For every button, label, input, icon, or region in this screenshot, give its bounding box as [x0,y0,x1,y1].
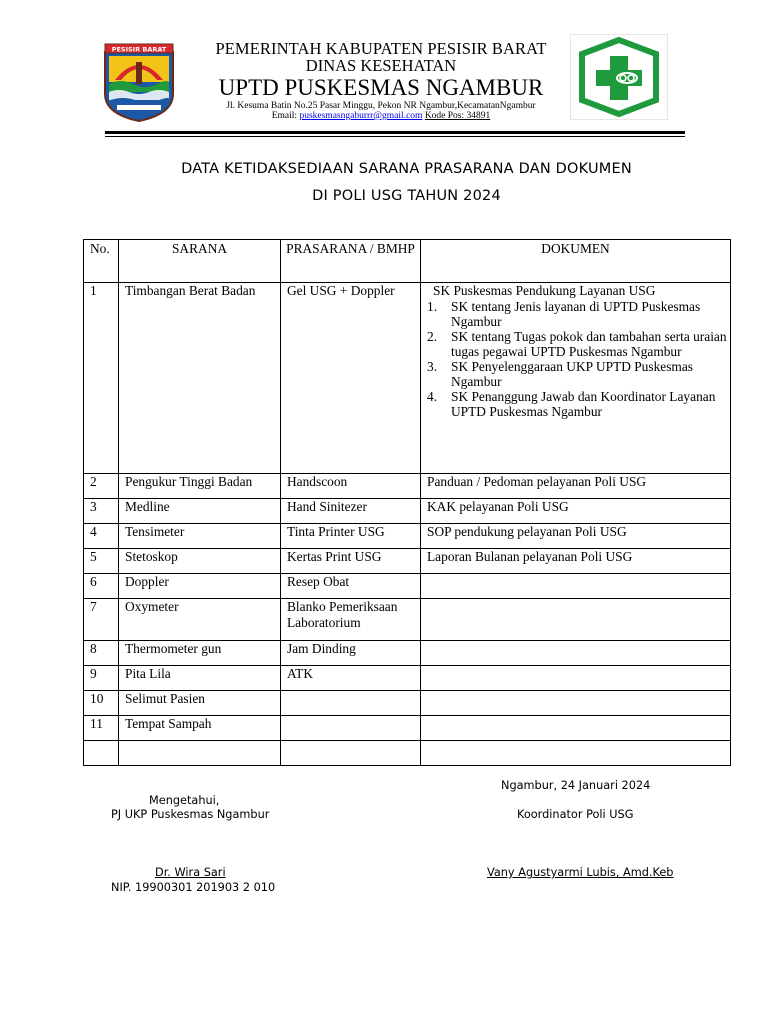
cell-no: 3 [84,499,119,524]
letterhead-text [186,40,576,121]
letterhead-rule-thin [105,136,685,137]
cell-dokumen: Panduan / Pedoman pelayanan Poli USG [421,474,731,499]
cell-prasarana: Tinta Printer USG [281,524,421,549]
table-row [84,549,731,574]
cell-no: 2 [84,474,119,499]
table-row [84,499,731,524]
list-item: 4. SK Penanggung Jawab dan Koordinator Layanan UPTD Puskesmas Ngambur [427,389,716,419]
left-signer-title: PJ UKP Puskesmas Ngambur [111,808,270,821]
cell-no: 11 [84,716,119,741]
table-row [84,283,731,474]
pesisir-barat-logo [103,42,175,122]
department-name: DINAS KESEHATAN [305,56,457,75]
cell-sarana: Selimut Pasien [119,691,281,716]
cell-prasarana: Hand Sinitezer [281,499,421,524]
institution-name: UPTD PUSKESMAS NGAMBUR [218,75,544,100]
facility-table [83,239,731,766]
cell-prasarana: Kertas Print USG [281,549,421,574]
cell-prasarana [281,691,421,716]
cell-dokumen: KAK pelayanan Poli USG [421,499,731,524]
letterhead-rule-thick [105,131,685,134]
table-row [84,716,731,741]
cell-prasarana: ATK [281,666,421,691]
cell-no: 1 [84,283,119,474]
left-signer-name: Dr. Wira Sari [155,866,226,879]
left-signer-nip: NIP. 19900301 201903 2 010 [111,881,276,894]
cell-dokumen [421,574,731,599]
cell-sarana: Medline [119,499,281,524]
right-signer-name: Vany Agustyarmi Lubis, Amd.Keb [487,866,674,879]
cell-no: 8 [84,641,119,666]
cell-dokumen [421,691,731,716]
address-line: Jl. Kesuma Batin No.25 Pasar Minggu, Pekon NR Ngambur,KecamatanNgambur [226,101,536,111]
table-row [84,741,731,766]
cell-sarana: Oxymeter [119,599,281,641]
contact-line [186,111,576,121]
cell-dokumen [421,716,731,741]
table-row [84,574,731,599]
cell-sarana [119,741,281,766]
cell-sarana: Stetoskop [119,549,281,574]
table-row [84,666,731,691]
cell-dokumen [421,666,731,691]
acknowledged-label: Mengetahui, [149,794,220,807]
cell-prasarana [281,741,421,766]
svg-text:PESISIR BARAT: PESISIR BARAT [111,45,167,54]
cell-sarana: Tensimeter [119,524,281,549]
cell-no: 9 [84,666,119,691]
postcode: Kode Pos: 34891 [424,111,491,121]
cell-sarana: Pengukur Tinggi Badan [119,474,281,499]
cell-sarana: Timbangan Berat Badan [119,283,281,474]
table-row [84,524,731,549]
cell-dokumen [421,283,731,474]
cell-no: 4 [84,524,119,549]
place-date: Ngambur, 24 Januari 2024 [501,779,651,792]
list-item: 1. SK tentang Jenis layanan di UPTD Puskesmas Ngambur [427,299,701,329]
government-name: PEMERINTAH KABUPATEN PESISIR BARAT [215,39,547,58]
table-row [84,599,731,641]
table-row [84,691,731,716]
list-item: 3. SK Penyelenggaraan UKP UPTD Puskesmas Ngambur [427,359,693,389]
cell-dokumen [421,641,731,666]
puskesmas-logo [570,34,668,120]
cell-sarana: Doppler [119,574,281,599]
cell-no: 5 [84,549,119,574]
document-title: DATA KETIDAKSEDIAAN SARANA PRASARANA DAN DOKUMEN [181,161,632,177]
cell-dokumen: Laporan Bulanan pelayanan Poli USG [421,549,731,574]
cell-dokumen [421,599,731,641]
cell-no [84,741,119,766]
cell-no: 6 [84,574,119,599]
cell-prasarana: Handscoon [281,474,421,499]
table-row [84,641,731,666]
dokumen-list [427,299,730,419]
cell-no: 7 [84,599,119,641]
email-label: Email: [271,111,298,121]
table-header-row [84,240,731,283]
cell-prasarana: Resep Obat [281,574,421,599]
header-prasarana: PRASARANA / BMHP [281,240,421,283]
dokumen-heading: SK Puskesmas Pendukung Layanan USG [433,283,656,298]
cell-sarana: Pita Lila [119,666,281,691]
cell-dokumen: SOP pendukung pelayanan Poli USG [421,524,731,549]
cell-prasarana: Jam Dinding [281,641,421,666]
cell-prasarana: Blanko Pemeriksaan Laboratorium [281,599,421,641]
cell-dokumen [421,741,731,766]
cell-sarana: Tempat Sampah [119,716,281,741]
header-dokumen: DOKUMEN [421,240,731,283]
cell-prasarana [281,716,421,741]
email-link[interactable]: puskesmasngaburrr@gmail.com [299,111,423,121]
list-item: 2. SK tentang Tugas pokok dan tambahan serta uraian tugas pegawai UPTD Puskesmas Ngambur [427,329,727,359]
cell-sarana: Thermometer gun [119,641,281,666]
header-sarana: SARANA [119,240,281,283]
table-row [84,474,731,499]
right-signer-title: Koordinator Poli USG [517,808,634,821]
cell-no: 10 [84,691,119,716]
document-subtitle: DI POLI USG TAHUN 2024 [312,188,501,204]
header-no: No. [84,240,119,283]
cell-prasarana: Gel USG + Doppler [281,283,421,474]
